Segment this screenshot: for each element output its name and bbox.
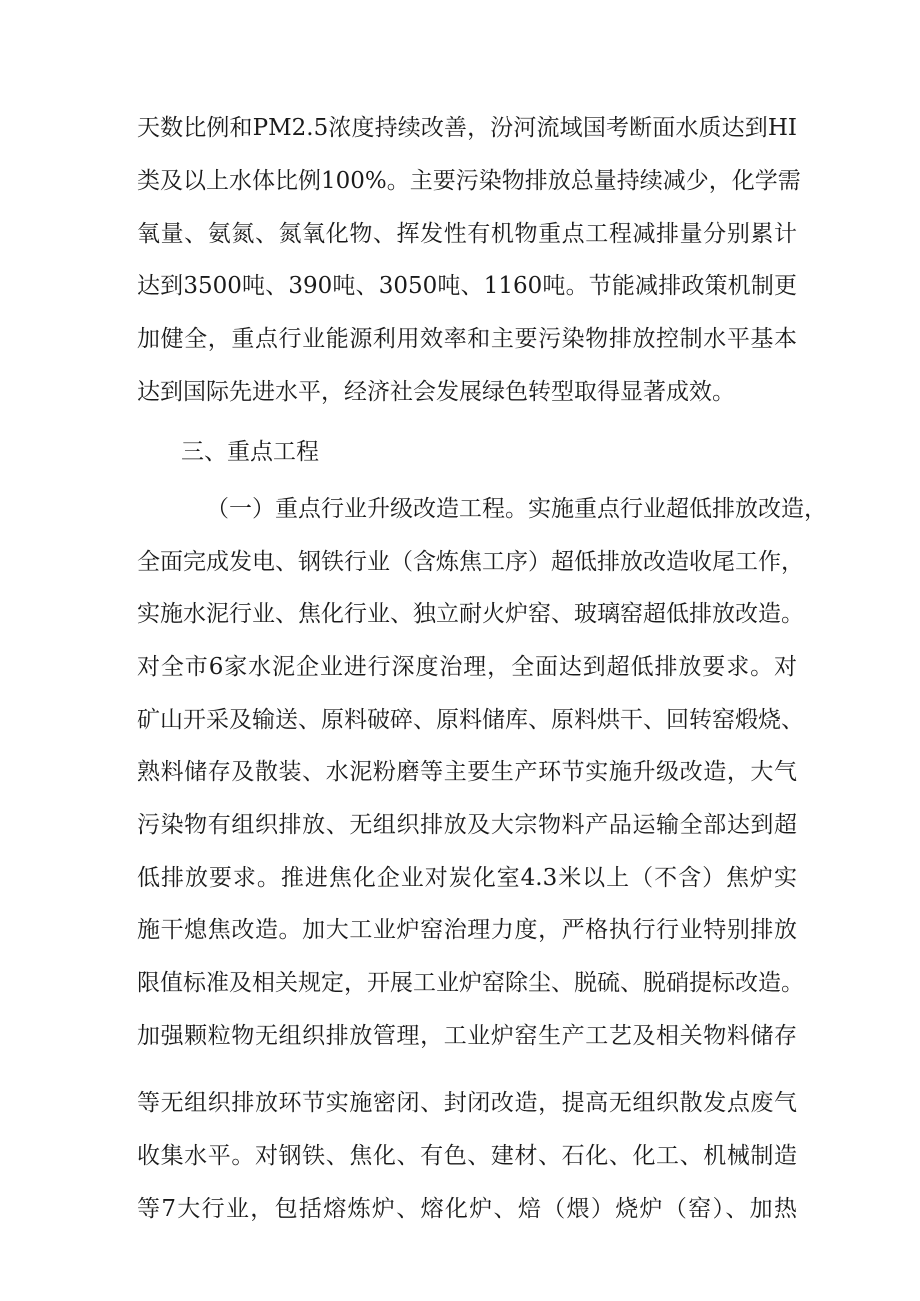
text-line: 熟料储存及散装、水泥粉磨等主要生产环节实施升级改造，大气: [137, 759, 797, 785]
text-line: 氧量、氨氮、氮氧化物、挥发性有机物重点工程减排量分别累计: [137, 221, 797, 247]
section-heading: 三、重点工程: [181, 439, 319, 465]
text-line: 类及以上水体比例100%。主要污染物排放总量持续减少，化学需: [137, 168, 801, 194]
text-line: 等无组织排放环节实施密闭、封闭改造，提高无组织散发点废气: [137, 1090, 797, 1116]
text-line: 全面完成发电、钢铁行业（含炼焦工序）超低排放改造收尾工作，: [137, 549, 804, 575]
text-line: 限值标准及相关规定，开展工业炉窑除尘、脱硫、脱硝提标改造。: [137, 970, 804, 996]
text-line: 矿山开采及输送、原料破碎、原料储库、原料烘干、回转窑煅烧、: [137, 707, 804, 733]
text-line: 天数比例和PM2.5浓度持续改善，汾河流域国考断面水质达到HI: [137, 115, 797, 141]
text-line: 实施水泥行业、焦化行业、独立耐火炉窑、玻璃窑超低排放改造。: [137, 601, 804, 627]
text-line: 达到3500吨、390吨、3050吨、1160吨。节能减排政策机制更: [137, 273, 797, 299]
text-line: 加强颗粒物无组织排放管理，工业炉窑生产工艺及相关物料储存: [137, 1023, 797, 1049]
text-line: （一）重点行业升级改造工程。实施重点行业超低排放改造，: [206, 496, 827, 522]
text-line: 加健全，重点行业能源利用效率和主要污染物排放控制水平基本: [137, 326, 797, 352]
text-line: 对全市6家水泥企业进行深度治理，全面达到超低排放要求。对: [137, 654, 797, 680]
text-line: 达到国际先进水平，经济社会发展绿色转型取得显著成效。: [137, 379, 735, 405]
text-line: 等7大行业，包括熔炼炉、熔化炉、焙（煨）烧炉（窑）、加热: [137, 1196, 797, 1222]
text-line: 低排放要求。推进焦化企业对炭化室4.3米以上（不含）焦炉实: [137, 865, 797, 891]
text-line: 收集水平。对钢铁、焦化、有色、建材、石化、化工、机械制造: [137, 1143, 797, 1169]
text-line: 施干熄焦改造。加大工业炉窑治理力度，严格执行行业特别排放: [137, 917, 797, 943]
text-line: 污染物有组织排放、无组织排放及大宗物料产品运输全部达到超: [137, 812, 797, 838]
